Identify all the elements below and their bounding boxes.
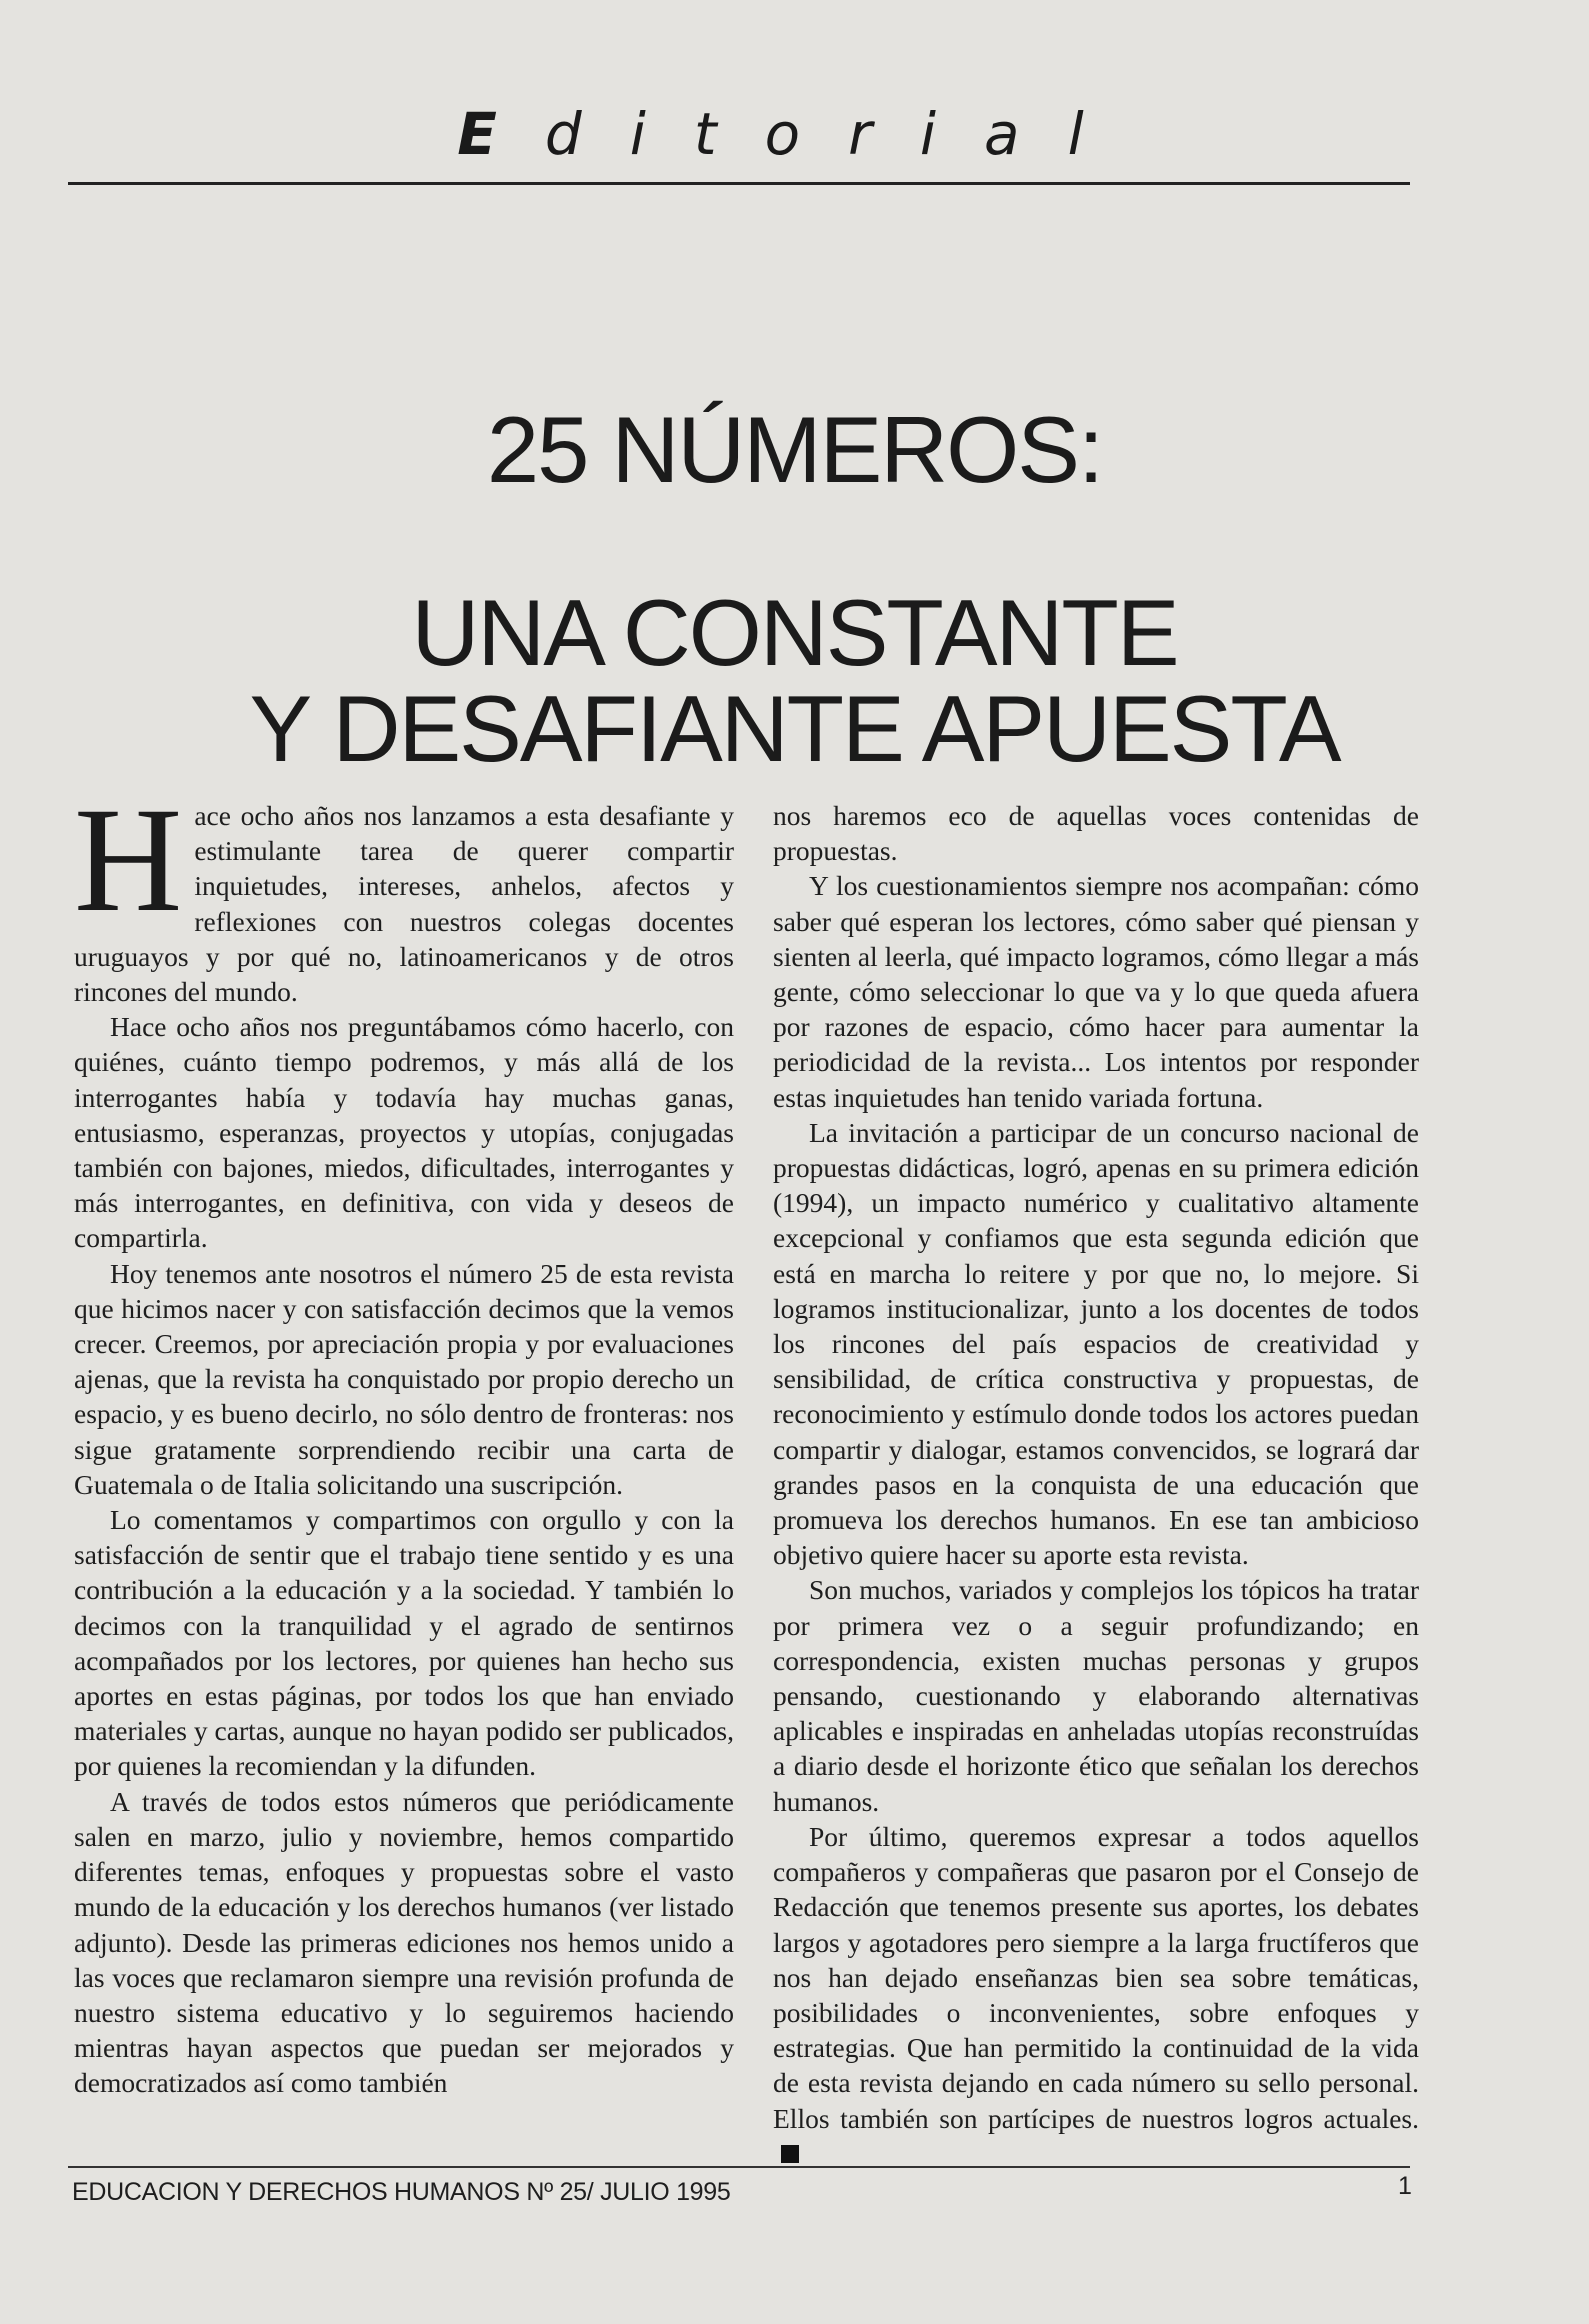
header-rule <box>68 182 1410 185</box>
paragraph: Hoy tenemos ante nosotros el número 25 de esta revista que hicimos nacer y con satisfacción decimos que la vemos crecer. Creemos, por apreciación propia y por evaluaciones ajenas, que la revista ha conquistado por propio derecho un espacio, y es bueno decirlo, no sólo dentro de fronteras: nos sigue gratamente sorprendiendo recibir una carta de Guatemala o de Italia solicitando una suscripción. <box>74 1257 734 1500</box>
paragraph: A través de todos estos números que periódicamente salen en marzo, julio y noviembre, hemos compartido diferentes temas, enfoques y propuestas sobre el vasto mundo de la educación y los derechos humanos (ver listado adjunto). Desde las primeras ediciones nos hemos unido a las voces que reclamaron siempre una revisión profunda de nuestro sistema educativo y lo seguiremos haciendo mientras hayan aspectos que puedan ser mejorados y democratizados así como también <box>74 1785 734 2099</box>
page-number: 1 <box>1398 2172 1412 2200</box>
article-title-line2-3 <box>0 580 1589 781</box>
paragraph: Y los cuestionamientos siempre nos acompañan: cómo saber qué esperan los lectores, cómo saber qué piensan y sienten al leerla, qué impacto logramos, cómo llegar a más gente, cómo seleccionar lo que va y lo que queda afuera por razones de espacio, cómo hacer para aumentar la periodicidad de la revista... Los intentos por responder estas inquietudes han tenido variada fortuna. <box>773 870 1419 1113</box>
article-title-line1: 25 NÚMEROS: <box>486 397 1103 502</box>
end-of-article-square-icon <box>781 2145 799 2163</box>
paragraph-text: Por último, queremos expresar a todos aquellos compañeros y compañeras que pasaron por el Consejo de Redacción que tenemos presente sus aportes, los debates largos y agotadores pero siempre a la larga fructíferos que nos han dejado enseñanzas bien sea sobre temáticas, posibilidades o inconvenientes, sobre enfoques y estrategias. Que han permitido la continuidad de la vida de esta revista dejando en cada número su sello personal. Ellos también son partícipes de nuestros logros actuales. <box>773 1820 1419 2134</box>
paragraph: nos haremos eco de aquellas voces contenidas de propuestas. <box>773 800 1419 867</box>
paragraph: Lo comentamos y compartimos con orgullo y con la satisfacción de sentir que el trabajo tiene sentido y es una contribución a la educación y a la sociedad. Y también lo decimos con la tranquilidad y el agrado de sentirnos acompañados por los lectores, por quienes han hecho sus aportes en estas páginas, por todos los que han enviado materiales y cartas, aunque no hayan podido ser publicados, por quienes la recomiendan y la difunden. <box>74 1504 734 1782</box>
right-column <box>773 798 1419 2171</box>
paragraph-text: ace ocho años nos lanzamos a esta desafiante y estimulante tarea de querer compartir inquietudes, intereses, anhelos, afectos y reflexiones con nuestros colegas docentes uruguayos y por qué no, latinoamericanos y de otros rincones del mundo. <box>74 800 734 1008</box>
footer-rule <box>68 2166 1410 2168</box>
article-title-line2: UNA CONSTANTE <box>411 580 1178 685</box>
paragraph: La invitación a participar de un concurso nacional de propuestas didácticas, logró, apenas en su primera edición (1994), un impacto numérico y cualitativo altamente excepcional y confiamos que esta segunda edición que está en marcha lo reitere y por que no, lo mejore. Si logramos institucionalizar, junto a los docentes de todos los rincones del país espacios de creatividad y sensibilidad, de crítica constructiva y propuestas, de reconocimiento y estímulo donde todos los actores puedan compartir y dialogar, estamos convencidos, se logrará dar grandes pasos en la conquista de una educación que promueva los derechos humanos. En ese tan ambicioso objetivo quiere hacer su aporte esta revista. <box>773 1116 1419 1571</box>
left-column <box>74 777 734 2101</box>
section-header <box>0 100 1589 168</box>
paragraph-last <box>773 1819 1419 2171</box>
section-header-rest: ditorial <box>544 100 1132 168</box>
section-header-initial: E <box>457 100 545 168</box>
footer-publication: EDUCACION Y DERECHOS HUMANOS Nº 25/ JULIO 1995 <box>72 2178 731 2206</box>
paragraph: Hace ocho años nos preguntábamos cómo hacerlo, con quiénes, cuánto tiempo podremos, y más allá de los interrogantes había y todavía hay muchas ganas, entusiasmo, esperanzas, proyectos y utopías, conjugadas también con bajones, miedos, dificultades, interrogantes y más interrogantes, en definitiva, con vida y deseos de compartirla. <box>74 1011 734 1254</box>
paragraph: Son muchos, variados y complejos los tópicos ha tratar por primera vez o a seguir profundizando; en correspondencia, existen muchas personas y grupos pensando, cuestionando y elaborando alternativas aplicables e inspiradas en anheladas utopías reconstruídas a diario desde el horizonte ético que señalan los derechos humanos. <box>773 1574 1419 1817</box>
article-title-line3: Y DESAFIANTE APUESTA <box>249 676 1340 781</box>
paragraph <box>74 777 734 1009</box>
drop-cap: H <box>74 777 183 943</box>
